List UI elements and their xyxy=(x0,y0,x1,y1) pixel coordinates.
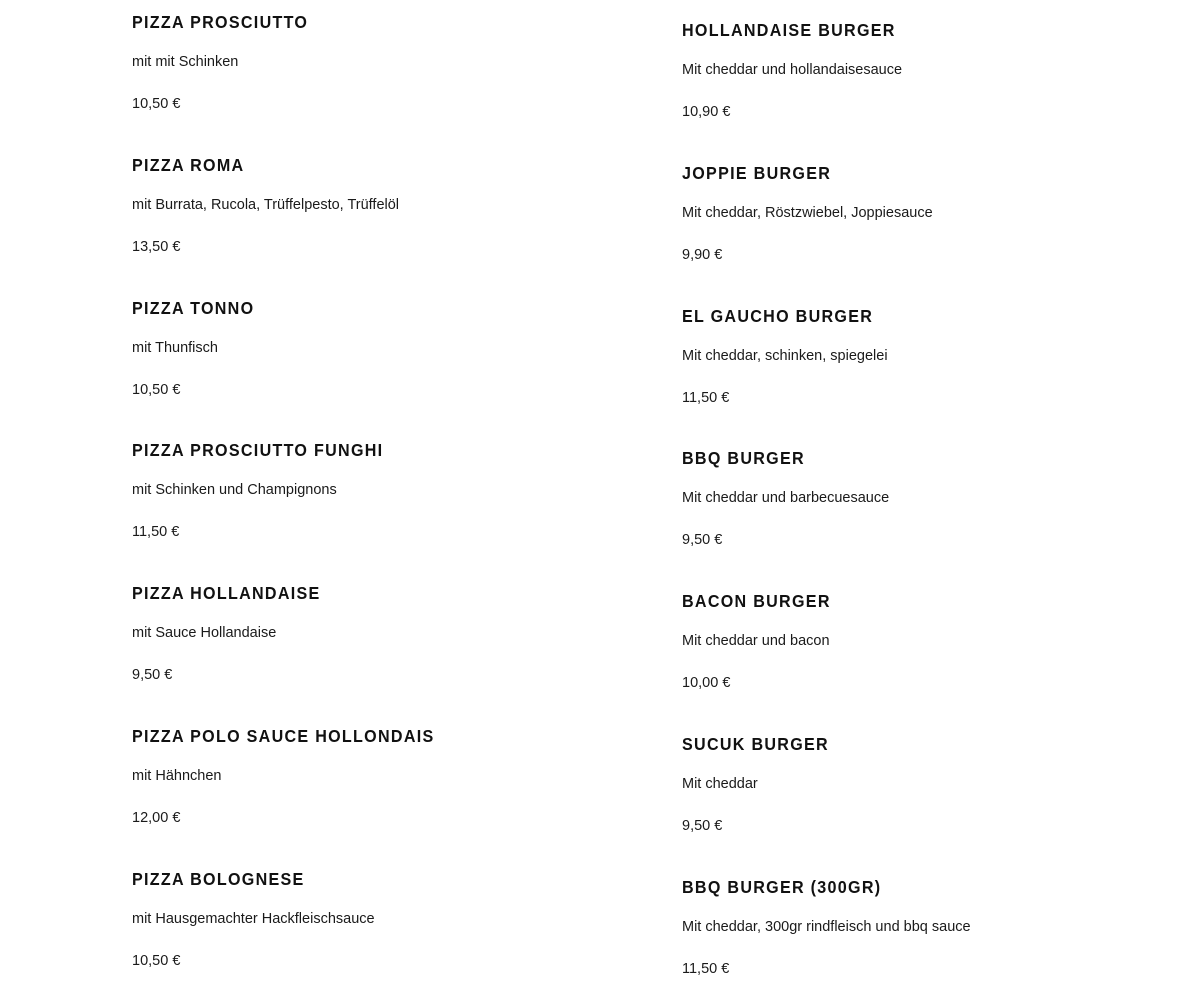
pizza-menu-column xyxy=(132,0,602,999)
item-description: mit Thunfisch xyxy=(132,339,218,356)
item-name: HOLLANDAISE BURGER xyxy=(682,20,896,40)
item-description: Mit cheddar, Röstzwiebel, Joppiesauce xyxy=(682,204,933,221)
item-name: PIZZA POLO SAUCE HOLLONDAIS xyxy=(132,725,435,746)
item-description: mit Sauce Hollandaise xyxy=(132,625,277,642)
item-price: 10,00 € xyxy=(682,675,731,692)
item-name: PIZZA PROSCIUTTO xyxy=(132,12,309,32)
item-price: 11,50 € xyxy=(682,960,730,977)
item-name: SUCUK BURGER xyxy=(682,733,829,754)
item-description: Mit cheddar, schinken, spiegelei xyxy=(682,347,888,364)
item-description: Mit cheddar und bacon xyxy=(682,633,830,650)
item-name: PIZZA TONNO xyxy=(132,297,255,318)
menu-item-bbq-burger xyxy=(682,435,1152,578)
item-description: Mit cheddar und hollandaisesauce xyxy=(682,62,903,78)
item-price: 10,50 € xyxy=(132,96,181,112)
item-name: JOPPIE BURGER xyxy=(682,162,832,183)
item-price: 11,50 € xyxy=(682,389,730,406)
menu-item-joppie-burger xyxy=(682,150,1152,293)
item-description: Mit cheddar xyxy=(682,775,758,792)
item-name: EL GAUCHO BURGER xyxy=(682,305,874,326)
item-description: Mit cheddar und barbecuesauce xyxy=(682,490,890,507)
menu-item-pizza-hollandaise xyxy=(132,570,602,713)
item-name: BACON BURGER xyxy=(682,591,831,612)
item-name: PIZZA HOLLANDAISE xyxy=(132,583,321,604)
item-price: 10,90 € xyxy=(682,104,731,120)
item-name: PIZZA ROMA xyxy=(132,154,245,175)
burger-menu-column xyxy=(682,7,1152,1007)
item-name: BBQ BURGER xyxy=(682,448,805,469)
item-price: 11,50 € xyxy=(132,524,180,541)
item-name: PIZZA BOLOGNESE xyxy=(132,868,305,889)
item-description: mit Hausgemachter Hackfleischsauce xyxy=(132,910,375,927)
menu-item-bbq-burger-300gr xyxy=(682,864,1152,1007)
menu-item-sucuk-burger xyxy=(682,721,1152,864)
menu-item-pizza-bolognese xyxy=(132,856,602,999)
item-description: mit mit Schinken xyxy=(132,54,239,70)
menu-item-pizza-roma xyxy=(132,142,602,285)
menu-item-pizza-prosciutto xyxy=(132,0,602,142)
item-description: Mit cheddar, 300gr rindfleisch und bbq sauce xyxy=(682,918,971,935)
menu-item-pizza-prosciutto-funghi xyxy=(132,427,602,570)
item-description: mit Burrata, Rucola, Trüffelpesto, Trüffelöl xyxy=(132,196,400,213)
item-description: mit Schinken und Champignons xyxy=(132,482,337,499)
item-price: 9,50 € xyxy=(132,667,173,684)
item-price: 12,00 € xyxy=(132,809,181,826)
menu-item-hollandaise-burger xyxy=(682,7,1152,150)
item-name: BBQ BURGER (300GR) xyxy=(682,876,882,897)
item-price: 9,50 € xyxy=(682,532,723,549)
menu-item-pizza-polo xyxy=(132,713,602,856)
item-price: 9,90 € xyxy=(682,246,723,263)
menu-item-bacon-burger xyxy=(682,578,1152,721)
item-price: 9,50 € xyxy=(682,817,723,834)
menu-item-pizza-tonno xyxy=(132,285,602,428)
item-price: 13,50 € xyxy=(132,238,181,255)
item-description: mit Hähnchen xyxy=(132,767,222,784)
item-price: 10,50 € xyxy=(132,381,181,398)
menu-item-el-gaucho-burger xyxy=(682,293,1152,436)
item-name: PIZZA PROSCIUTTO FUNGHI xyxy=(132,440,384,461)
item-price: 10,50 € xyxy=(132,952,181,969)
